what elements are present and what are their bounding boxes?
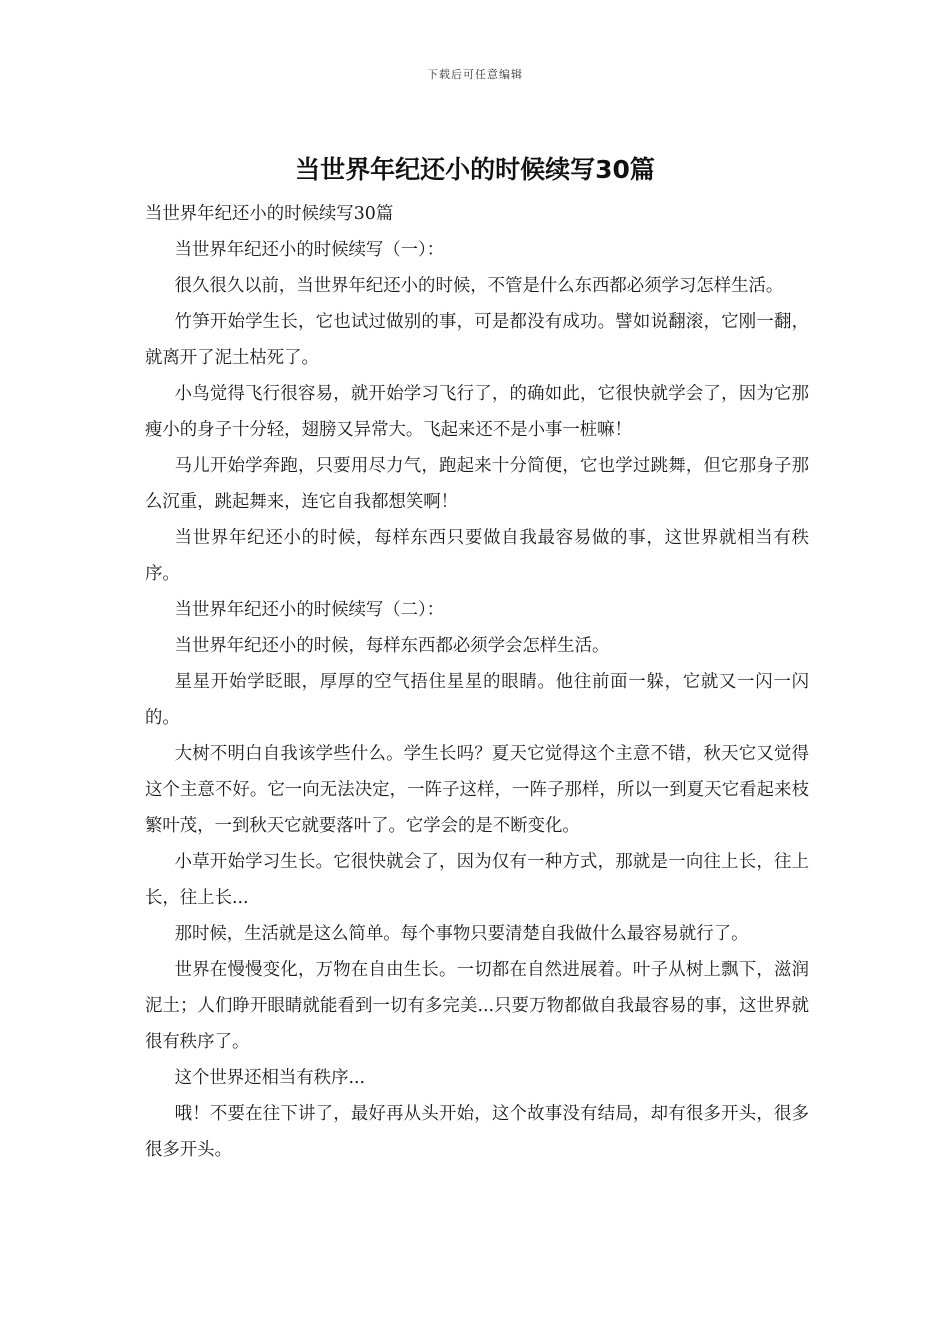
document-subtitle: 当世界年纪还小的时候续写30篇 — [145, 204, 394, 224]
paragraph: 世界在慢慢变化，万物在自由生长。一切都在自然进展着。叶子从树上飘下，滋润泥土；人们睁开眼睛就能看到一切有多完美...只要万物都做自我最容易的事，这世界就很有秩序了。 — [145, 960, 809, 1052]
page-title: 当世界年纪还小的时候续写30篇 — [295, 155, 655, 184]
paragraph: 大树不明白自我该学些什么。学生长吗？夏天它觉得这个主意不错，秋天它又觉得这个主意不好。它一向无法决定，一阵子这样，一阵子那样，所以一到夏天它看起来枝繁叶茂，一到秋天它就要落叶了。它学会的是不断变化。 — [145, 744, 809, 836]
section-heading-1: 当世界年纪还小的时候续写（一）： — [174, 240, 445, 260]
header-note: 下载后可任意编辑 — [427, 68, 523, 81]
paragraph: 哦！不要在往下讲了，最好再从头开始，这个故事没有结局，却有很多开头，很多很多开头。 — [145, 1104, 809, 1160]
paragraph: 很久很久以前，当世界年纪还小的时候，不管是什么东西都必须学习怎样生活。 — [174, 276, 784, 296]
document-body — [145, 196, 809, 1168]
paragraph: 当世界年纪还小的时候，每样东西都必须学会怎样生活。 — [174, 636, 610, 656]
paragraph: 小鸟觉得飞行很容易，就开始学习飞行了，的确如此，它很快就学会了，因为它那瘦小的身子十分轻，翅膀又异常大。飞起来还不是小事一桩嘛！ — [145, 384, 809, 440]
section-heading-2: 当世界年纪还小的时候续写（二）： — [174, 600, 445, 620]
paragraph: 当世界年纪还小的时候，每样东西只要做自我最容易做的事，这世界就相当有秩序。 — [145, 528, 809, 584]
paragraph: 星星开始学眨眼，厚厚的空气捂住星星的眼睛。他往前面一躲，它就又一闪一闪的。 — [145, 672, 809, 728]
paragraph: 小草开始学习生长。它很快就会了，因为仅有一种方式，那就是一向往上长，往上长，往上长... — [145, 852, 809, 908]
paragraph: 那时候，生活就是这么简单。每个事物只要清楚自我做什么最容易就行了。 — [174, 924, 749, 944]
paragraph: 马儿开始学奔跑，只要用尽力气，跑起来十分简便，它也学过跳舞，但它那身子那么沉重，跳起舞来，连它自我都想笑啊！ — [145, 456, 809, 512]
paragraph: 这个世界还相当有秩序... — [174, 1068, 366, 1088]
paragraph: 竹笋开始学生长，它也试过做别的事，可是都没有成功。譬如说翻滚，它刚一翻，就离开了泥土枯死了。 — [145, 312, 809, 368]
